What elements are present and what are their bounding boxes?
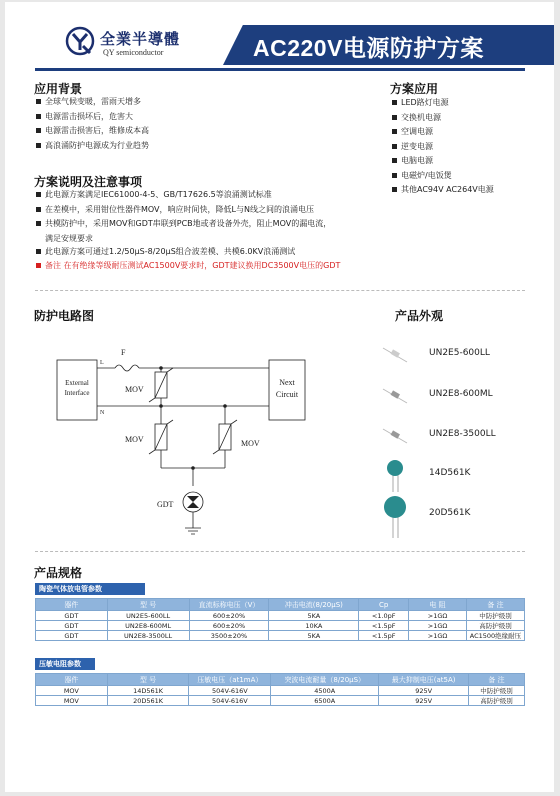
external-label: External [65, 379, 89, 387]
table-row [36, 611, 525, 621]
mov-label: MOV [241, 439, 260, 448]
list-item-continuation: 满足安规要求 [45, 233, 93, 243]
table-cell: 20D561K [107, 696, 189, 706]
table-cell: MOV [36, 686, 108, 696]
mov-table-title: 压敏电阻参数 [35, 658, 95, 670]
gdt-table-title: 陶瓷气体放电管参数 [35, 583, 145, 595]
fuse-symbol [115, 365, 139, 371]
list-item: LED路灯电源 [391, 96, 494, 111]
table-cell: 925V [379, 696, 469, 706]
table-header-cell: 冲击电流(8/20μS) [269, 599, 359, 611]
product-label: 20D561K [429, 508, 471, 518]
gdt-label: GDT [157, 500, 174, 509]
table-cell: 3500±20% [189, 631, 269, 641]
logo-english-name: QY semiconductor [103, 48, 164, 57]
list-item: 交换机电源 [391, 111, 494, 126]
product-label: UN2E5-600LL [429, 348, 490, 358]
table-cell: >1GΩ [409, 611, 467, 621]
list-item: 电脑电源 [391, 154, 494, 169]
table-cell: 504V-616V [189, 696, 271, 706]
table-cell: >1GΩ [409, 631, 467, 641]
table-header-cell: 备 注 [469, 674, 525, 686]
list-item: 电源雷击损坏后，危害大 [35, 110, 149, 125]
table-cell: 10KA [269, 621, 359, 631]
table-cell: 600±20% [189, 611, 269, 621]
circuit-heading: 防护电路图 [34, 309, 95, 323]
page-title: AC220V电源防护方案 [253, 35, 484, 61]
table-cell: >1GΩ [409, 621, 467, 631]
table-row [36, 621, 525, 631]
mov-label: MOV [125, 385, 144, 394]
mov-label: MOV [125, 435, 144, 444]
table-cell: <1.5pF [359, 621, 409, 631]
document-page [5, 2, 554, 792]
next-label: Next [279, 378, 295, 387]
table-row [36, 686, 525, 696]
table-header-cell: 型 号 [107, 674, 189, 686]
table-header-row [36, 599, 525, 611]
table-cell: 中防护级别 [469, 686, 525, 696]
product-images [375, 342, 415, 542]
warning-note: 备注 在有绝缘等级耐压测试AC1500V要求时，GDT建议换用DC3500V电压的GDT [35, 259, 340, 274]
section-divider [35, 551, 525, 552]
table-cell: 6500A [271, 696, 379, 706]
header [5, 10, 554, 68]
table-header-row [36, 674, 525, 686]
header-rule [35, 68, 525, 71]
gdt-product-icon [383, 429, 407, 443]
table-cell: 5KA [269, 631, 359, 641]
table-cell: 中防护级别 [466, 611, 524, 621]
table-header-cell: 型 号 [107, 599, 189, 611]
varistor-20d-icon [384, 496, 406, 538]
list-item: 电源雷击损害后，维修成本高 [35, 124, 149, 139]
fuse-label: F [121, 348, 126, 357]
varistor-14d-icon [387, 460, 403, 492]
external-label: Interface [64, 389, 90, 397]
product-label: UN2E8-3500LL [429, 429, 496, 439]
protection-circuit-diagram [45, 342, 325, 542]
table-header-cell: 突波电流耐量（8/20μS） [271, 674, 379, 686]
application-list [391, 96, 494, 198]
table-header-cell: Cp [359, 599, 409, 611]
table-header-cell: 最大抑制电压(at5A) [379, 674, 469, 686]
list-item: 在差模中，采用钳位性器件MOV，响应时间快，降低L与N线之间的浪涌电压 [35, 203, 340, 218]
table-cell: UN2E5-600LL [107, 611, 189, 621]
gdt-spec-table [35, 598, 525, 641]
company-logo-icon [65, 26, 95, 56]
table-row [36, 696, 525, 706]
product-label: UN2E8-600ML [429, 389, 493, 399]
table-cell: 4500A [271, 686, 379, 696]
list-item: 空调电源 [391, 125, 494, 140]
list-item: 其他AC94V AC264V电源 [391, 183, 494, 198]
table-cell: GDT [36, 611, 108, 621]
gdt-product-icon [383, 389, 407, 403]
line-l-label: L [100, 360, 104, 366]
table-cell: 504V-616V [189, 686, 271, 696]
list-item: 此电源方案满足IEC61000-4-5、GB/T17626.5等浪涌测试标准 [35, 188, 340, 203]
table-cell: 5KA [269, 611, 359, 621]
table-header-cell: 压敏电压（at1mA） [189, 674, 271, 686]
background-list [35, 95, 149, 153]
products-heading: 产品外观 [395, 309, 444, 323]
table-cell: 600±20% [189, 621, 269, 631]
list-item: 此电源方案可通过1.2/50μS-8/20μS组合波差模、共模6.0KV浪涌测试 [35, 245, 340, 260]
table-cell: 高防护级别 [469, 696, 525, 706]
product-label: 14D561K [429, 468, 471, 478]
section-divider [35, 290, 525, 291]
table-cell: MOV [36, 696, 108, 706]
table-cell: 高防护级别 [466, 621, 524, 631]
table-cell: AC1500绝缘耐压 [466, 631, 524, 641]
table-cell: <1.0pF [359, 611, 409, 621]
list-item: 共模防护中，采用MOV和GDT串联到PCB地或者设备外壳，阻止MOV的漏电流， [35, 217, 340, 232]
table-header-cell: 备 注 [466, 599, 524, 611]
table-header-cell: 直流标称电压（V） [189, 599, 269, 611]
list-item: 电磁炉/电饭煲 [391, 169, 494, 184]
table-cell: <1.5pF [359, 631, 409, 641]
gdt-product-icon [383, 348, 407, 362]
table-cell: UN2E8-600ML [107, 621, 189, 631]
list-item: 高浪涌防护电源成为行业趋势 [35, 139, 149, 154]
mov-spec-table [35, 673, 525, 706]
table-cell: 925V [379, 686, 469, 696]
table-header-cell: 器件 [36, 674, 108, 686]
table-header-cell: 电 阻 [409, 599, 467, 611]
background-heading: 应用背景 [34, 82, 83, 96]
notes-heading: 方案说明及注意事项 [34, 175, 143, 189]
table-cell: 14D561K [107, 686, 189, 696]
logo-chinese-name: 全業半導體 [100, 30, 181, 48]
notes-list [35, 188, 340, 274]
list-item: 全球气候变暖，雷雨天增多 [35, 95, 149, 110]
table-cell: GDT [36, 631, 108, 641]
table-cell: UN2E8-3500LL [107, 631, 189, 641]
table-cell: GDT [36, 621, 108, 631]
application-heading: 方案应用 [390, 82, 439, 96]
specs-heading: 产品规格 [34, 566, 83, 580]
table-header-cell: 器件 [36, 599, 108, 611]
table-row [36, 631, 525, 641]
line-n-label: N [100, 410, 105, 416]
list-item: 逆变电源 [391, 140, 494, 155]
next-label: Circuit [275, 390, 299, 399]
